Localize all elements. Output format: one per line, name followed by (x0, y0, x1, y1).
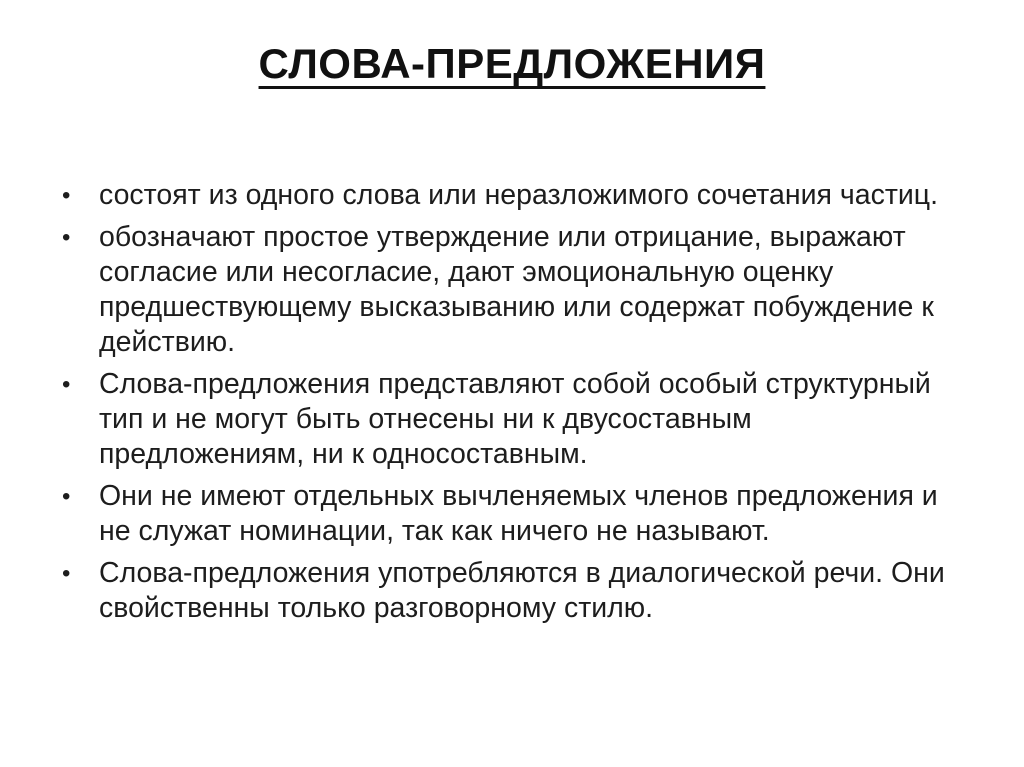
bullet-text: Слова-предложения употребляются в диалогической речи. Они свойственны только разговорному стилю. (99, 557, 945, 624)
bullet-text: Они не имеют отдельных вычленяемых членов предложения и не служат номинации, так как ничего не называют. (99, 480, 938, 547)
bullet-text: состоят из одного слова или неразложимого сочетания частиц. (99, 179, 939, 211)
bullet-text: обозначают простое утверждение или отрицание, выражают согласие или несогласие, дают эмоциональную оценку предшествующему высказыванию или содержат побуждение к действию. (99, 221, 934, 358)
bullet-item (62, 556, 962, 626)
bullet-text: Слова-предложения представляют собой особый структурный тип и не могут быть отнесены ни к двусоставным предложениям, ни к односоставным. (99, 368, 931, 470)
bullet-dot-icon: • (62, 483, 71, 510)
bullet-item (62, 178, 962, 213)
slide-title: СЛОВА-ПРЕДЛОЖЕНИЯ (258, 40, 766, 87)
bullet-dot-icon: • (62, 182, 71, 209)
bullet-item (62, 479, 962, 549)
bullet-dot-icon: • (62, 371, 71, 398)
bullet-dot-icon: • (62, 224, 71, 251)
slide-title-container (0, 34, 1024, 94)
bullet-list (62, 178, 962, 633)
bullet-dot-icon: • (62, 560, 71, 587)
bullet-item (62, 220, 962, 360)
bullet-item (62, 367, 962, 472)
